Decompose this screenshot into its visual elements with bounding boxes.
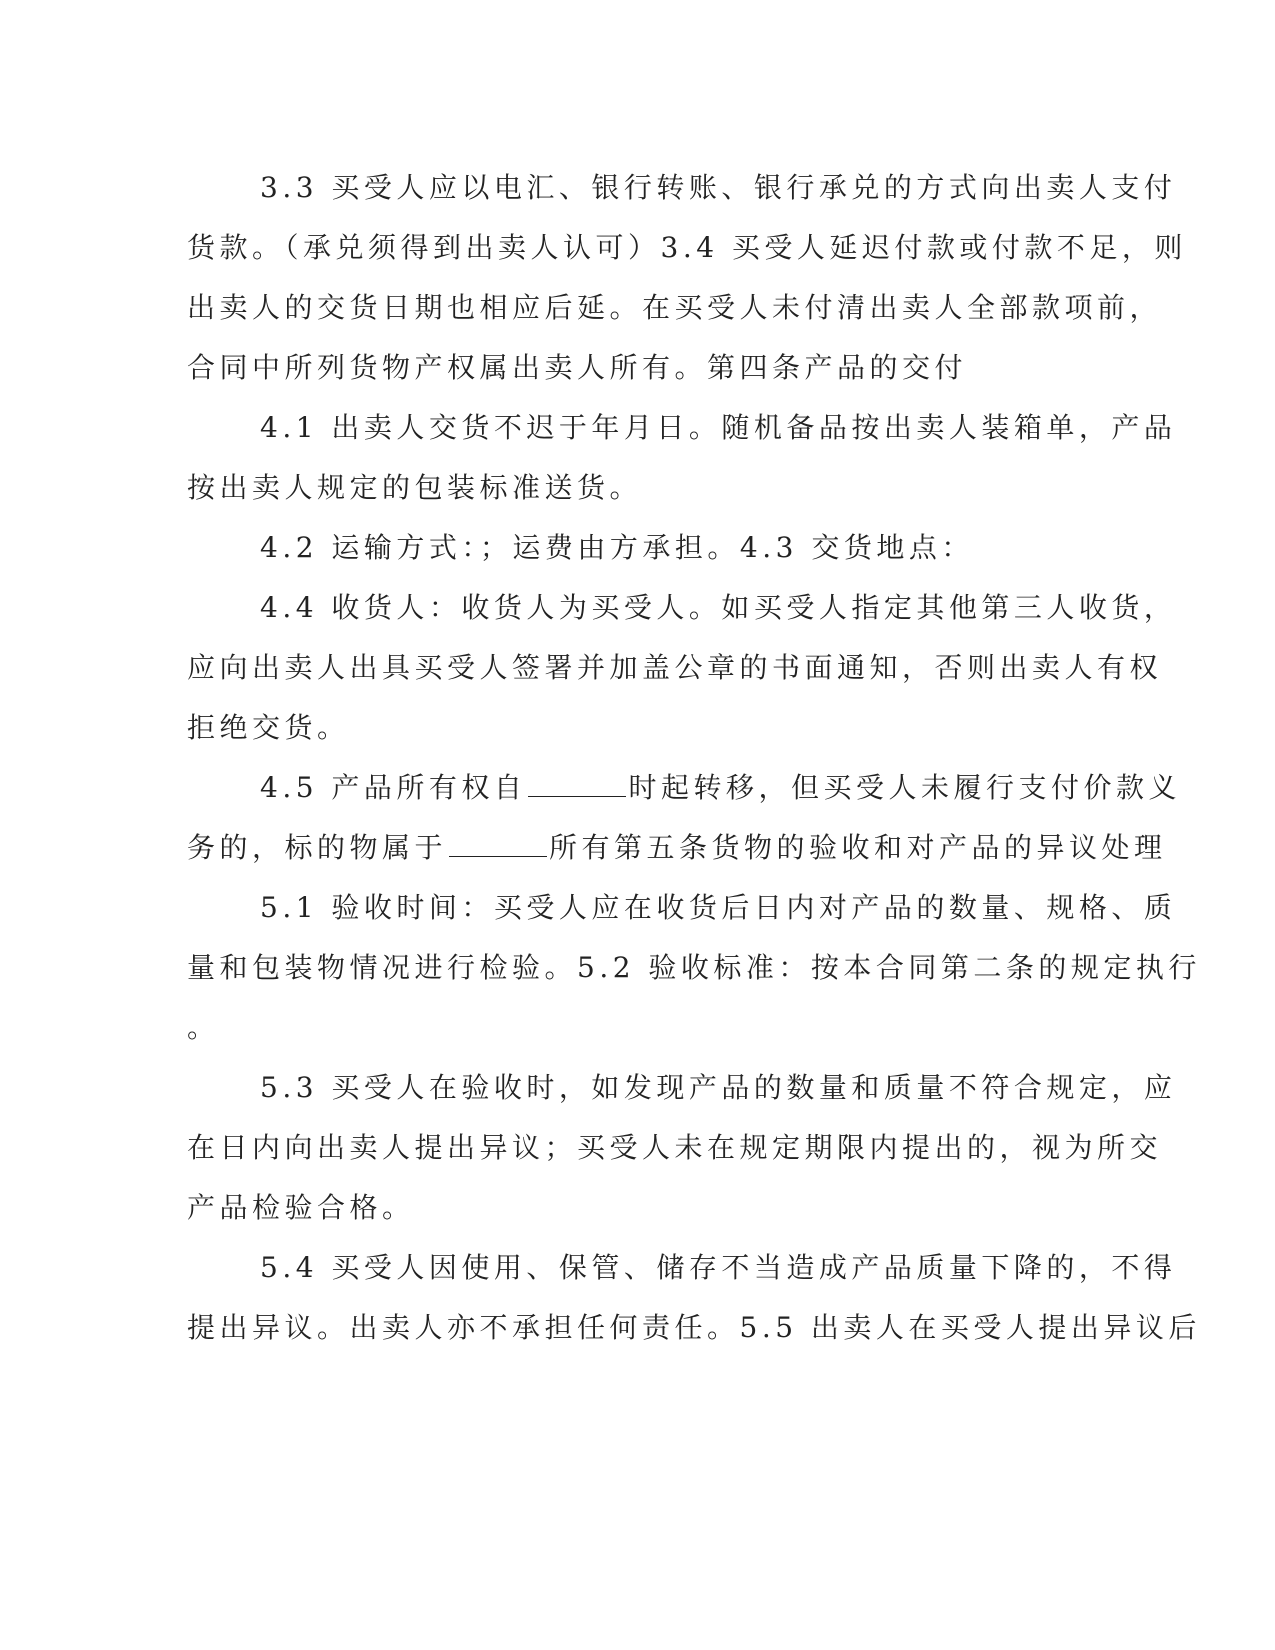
line-text-after-blank: 时起转移，但买受人未履行支付价款义 (628, 771, 1181, 804)
line-text-before-blank: 4.5 产品所有权自 (260, 771, 527, 804)
text-line-with-blank (187, 818, 1167, 878)
text-line: 5.4 买受人因使用、保管、储存不当造成产品质量下降的，不得 (260, 1251, 1177, 1284)
text-line: 提出异议。出卖人亦不承担任何责任。5.5 出卖人在买受人提出异议后 (187, 1311, 1201, 1344)
text-line: 4.2 运输方式：；运费由方承担。4.3 交货地点： (260, 531, 974, 564)
text-line-with-blank (187, 758, 1181, 818)
text-line: 量和包装物情况进行检验。5.2 验收标准：按本合同第二条的规定执行 (187, 951, 1201, 984)
text-line: 3.3 买受人应以电汇、银行转账、银行承兑的方式向出卖人支付 (260, 171, 1177, 204)
text-line: 产品检验合格。 (187, 1191, 415, 1224)
text-line: 货款。（承兑须得到出卖人认可）3.4 买受人延迟付款或付款不足，则 (187, 231, 1187, 264)
text-line: 4.1 出卖人交货不迟于年月日。随机备品按出卖人装箱单，产品 (260, 411, 1177, 444)
text-line: 合同中所列货物产权属出卖人所有。第四条产品的交付 (187, 351, 968, 384)
text-line: 4.4 收货人：收货人为买受人。如买受人指定其他第三人收货， (260, 591, 1177, 624)
text-line: 拒绝交货。 (187, 711, 350, 744)
line-text-before-blank: 务的，标的物属于 (187, 831, 448, 864)
text-line: 出卖人的交货日期也相应后延。在买受人未付清出卖人全部款项前， (187, 291, 1163, 324)
text-line: 按出卖人规定的包装标准送货。 (187, 471, 643, 504)
text-line: 。 (187, 1011, 220, 1044)
fill-in-blank (528, 770, 626, 797)
text-line: 5.1 验收时间：买受人应在收货后日内对产品的数量、规格、质 (260, 891, 1177, 924)
line-text-after-blank: 所有第五条货物的验收和对产品的异议处理 (549, 831, 1167, 864)
text-line: 5.3 买受人在验收时，如发现产品的数量和质量不符合规定，应 (260, 1071, 1177, 1104)
text-line: 应向出卖人出具买受人签署并加盖公章的书面通知，否则出卖人有权 (187, 651, 1163, 684)
document-body (187, 158, 1201, 1358)
text-line: 在日内向出卖人提出异议；买受人未在规定期限内提出的，视为所交 (187, 1131, 1163, 1164)
fill-in-blank (449, 830, 547, 857)
